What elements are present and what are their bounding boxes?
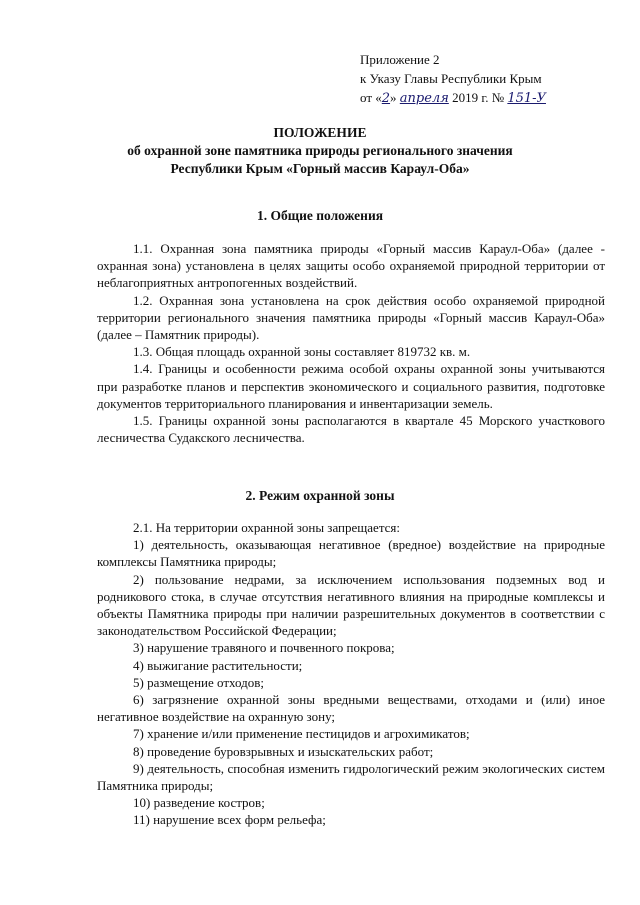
title-line-2: об охранной зоне памятника природы регионального значения [127, 143, 513, 158]
title-line-1: ПОЛОЖЕНИЕ [273, 125, 367, 140]
list-item: 4) выжигание растительности; [133, 657, 303, 673]
list-item: 11) нарушение всех форм рельефа; [133, 812, 326, 828]
list-item: 5) размещение отходов; [133, 674, 265, 690]
paragraph: 1.5. Границы охранной зоны располагаются в квартале 45 Морского участкового лесничества Судакского лесничества. [97, 413, 605, 446]
list-item: 6) загрязнение охранной зоны вредными веществами, отходами и (или) иное негативное воздействие на охранную зону; [97, 692, 605, 725]
date-year: 2019 г. № [452, 90, 505, 105]
section-2-body [97, 519, 605, 829]
date-month: апреля [399, 91, 449, 106]
section-1-heading: 1. Общие положения [256, 208, 384, 223]
list-item: 9) деятельность, способная изменить гидрологический режим экологических систем Памятника природы; [97, 760, 605, 794]
decree-number: 151-У [507, 91, 546, 106]
list-item: 3) нарушение травяного и почвенного покрова; [133, 640, 395, 656]
list-item: 8) проведение буровзрывных и изыскательских работ; [133, 743, 434, 759]
date-day: 2 [381, 91, 391, 106]
date-prefix: от « [360, 90, 382, 105]
title-line-3: Республики Крым «Горный массив Караул-Оба» [170, 161, 470, 176]
appendix-number: Приложение 2 [360, 52, 440, 67]
list-item: 7) хранение и/или применение пестицидов и агрохимикатов; [133, 726, 470, 742]
list-item: 1) деятельность, оказывающая негативное (вредное) воздействие на природные комплексы Памятника природы; [97, 537, 605, 570]
document-title [0, 124, 640, 178]
paragraph: 1.3. Общая площадь охранной зоны составляет 819732 кв. м. [133, 344, 471, 360]
appendix-decree: к Указу Главы Республики Крым [360, 71, 542, 86]
paragraph: 1.4. Границы и особенности режима особой охраны охранной зоны учитываются при разработке планов и перспектив экономического и социального развития, подготовке документов территориального планирования и инвентаризации земель. [97, 361, 605, 411]
section-1-body [97, 240, 605, 446]
date-mid: » [390, 90, 397, 105]
list-item: 10) разведение костров; [133, 795, 265, 811]
section-2-heading: 2. Режим охранной зоны [245, 488, 395, 503]
paragraph: 1.2. Охранная зона установлена на срок действия особо охраняемой природной территории регионального значения памятника природы «Горный массив Караул-Оба» (далее – Памятник природы). [97, 292, 605, 343]
appendix-date-line [360, 88, 546, 108]
paragraph: 2.1. На территории охранной зоны запрещается: [133, 520, 401, 535]
appendix-header [360, 50, 546, 108]
paragraph: 1.1. Охранная зона памятника природы «Горный массив Караул-Оба» (далее - охранная зона) установлена в целях защиты особо охраняемой природной территории от неблагоприятных антропогенных воздействий. [97, 241, 605, 291]
list-item: 2) пользование недрами, за исключением использования подземных вод и родникового стока, в случае отсутствия негативного влияния на природные комплексы и объекты Памятника природы при наличии разрешительных документов в соответствии с законодательством Российской Федерации; [97, 571, 605, 639]
